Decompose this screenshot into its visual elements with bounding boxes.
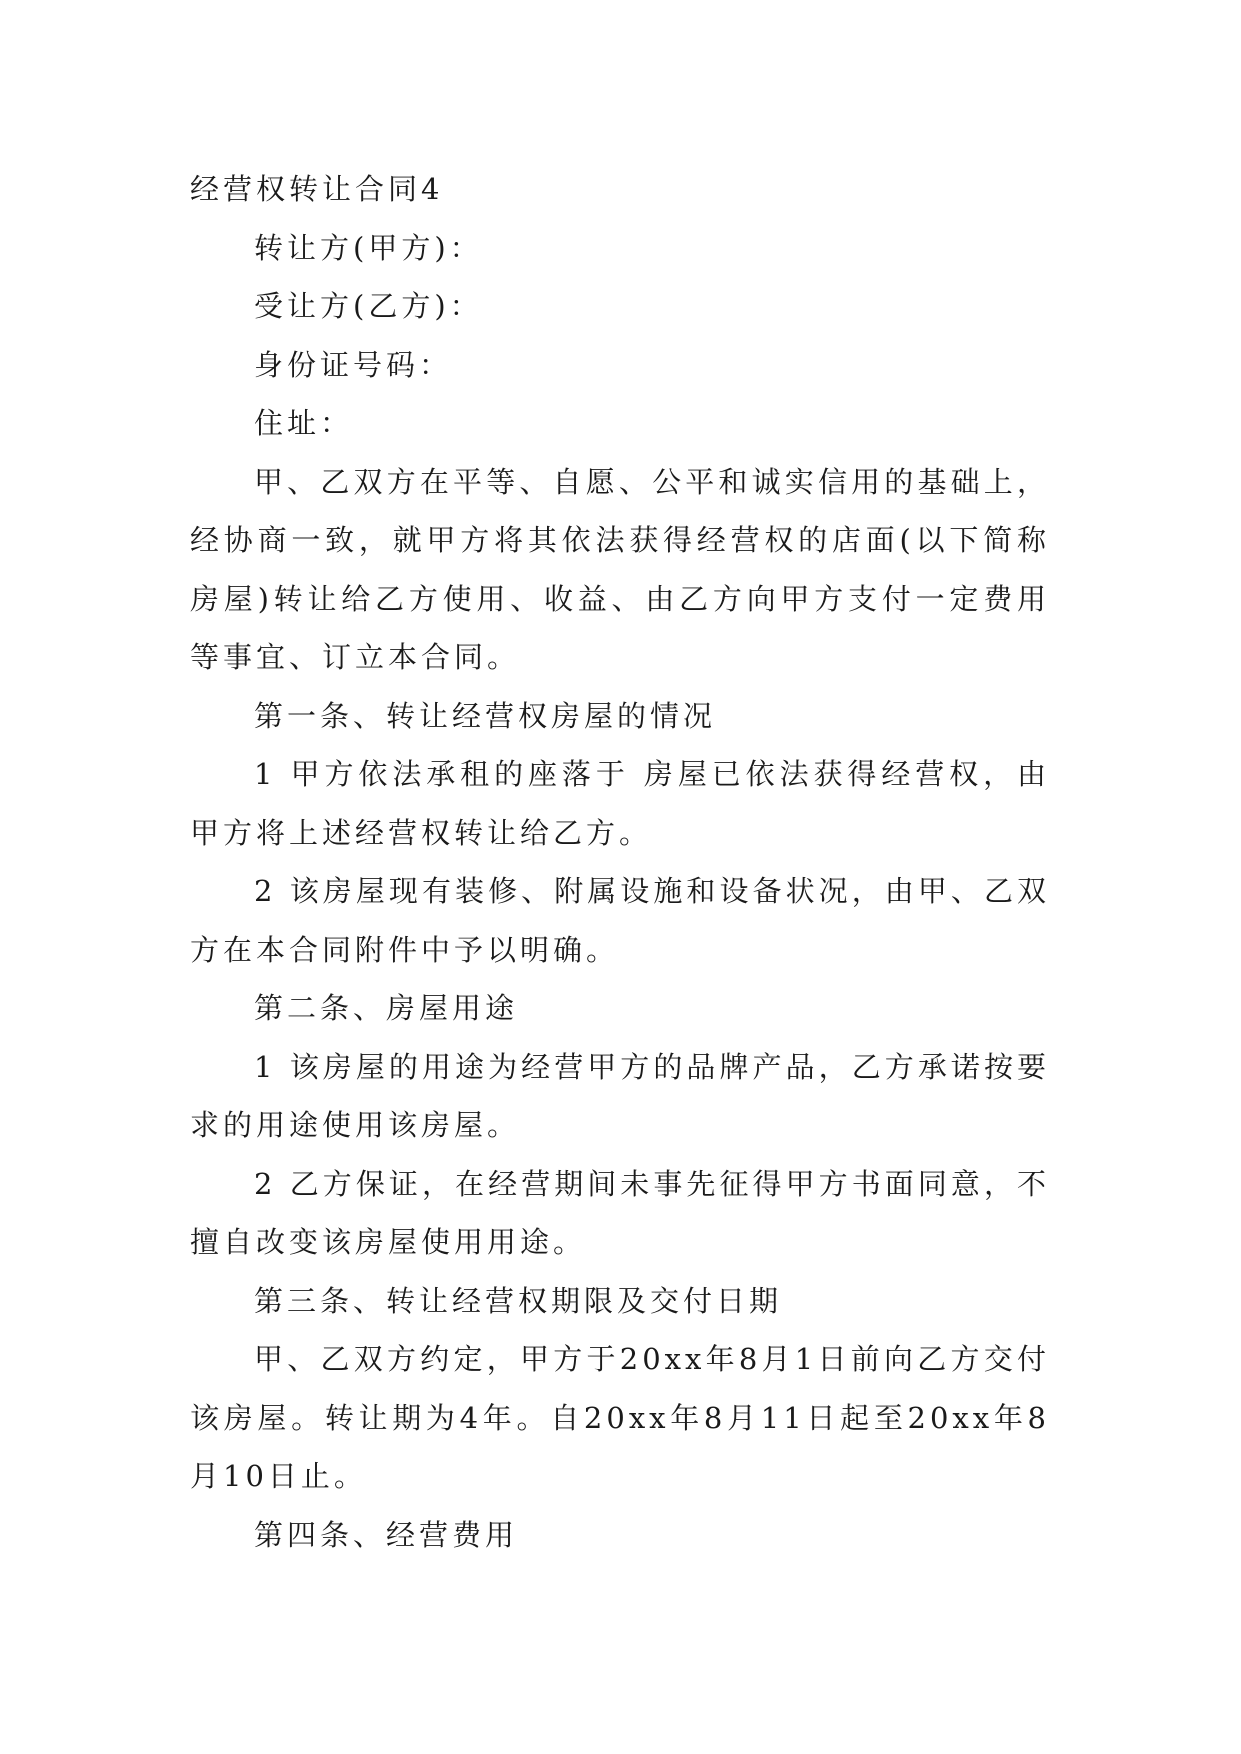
article-2-heading: 第二条、房屋用途 xyxy=(254,991,519,1025)
article-2-clause-2: 2 乙方保证，在经营期间未事先征得甲方书面同意，不擅自改变该房屋使用用途。 xyxy=(190,1166,1050,1259)
article-1-clause-2: 2 该房屋现有装修、附属设施和设备状况，由甲、乙双方在本合同附件中予以明确。 xyxy=(190,874,1050,967)
article-4-heading: 第四条、经营费用 xyxy=(254,1517,519,1552)
transferor-line: 转让方(甲方)： xyxy=(254,230,483,265)
preamble-paragraph: 甲、乙双方在平等、自愿、公平和诚实信用的基础上，经协商一致，就甲方将其依法获得经营权的店面(以下简称房屋)转让给乙方使用、收益、由乙方向甲方支付一定费用等事宜、订立本合同。 xyxy=(190,464,1050,674)
article-1-heading: 第一条、转让经营权房屋的情况 xyxy=(254,698,717,733)
article-3-heading: 第三条、转让经营权期限及交付日期 xyxy=(254,1283,783,1318)
article-2-clause-1: 1 该房屋的用途为经营甲方的品牌产品，乙方承诺按要求的用途使用该房屋。 xyxy=(190,1049,1050,1142)
document-body xyxy=(190,160,1050,1564)
article-3-clause: 甲、乙双方约定，甲方于20xx年8月1日前向乙方交付该房屋。转让期为4年。自20xx年8月11日起至20xx年8月10日止。 xyxy=(190,1342,1050,1493)
address-line: 住址： xyxy=(254,406,354,440)
document-title: 经营权转让合同4 xyxy=(190,172,444,206)
article-1-clause-1: 1 甲方依法承租的座落于 房屋已依法获得经营权，由甲方将上述经营权转让给乙方。 xyxy=(190,757,1050,850)
transferee-line: 受让方(乙方)： xyxy=(254,289,483,323)
id-number-line: 身份证号码： xyxy=(254,347,453,382)
